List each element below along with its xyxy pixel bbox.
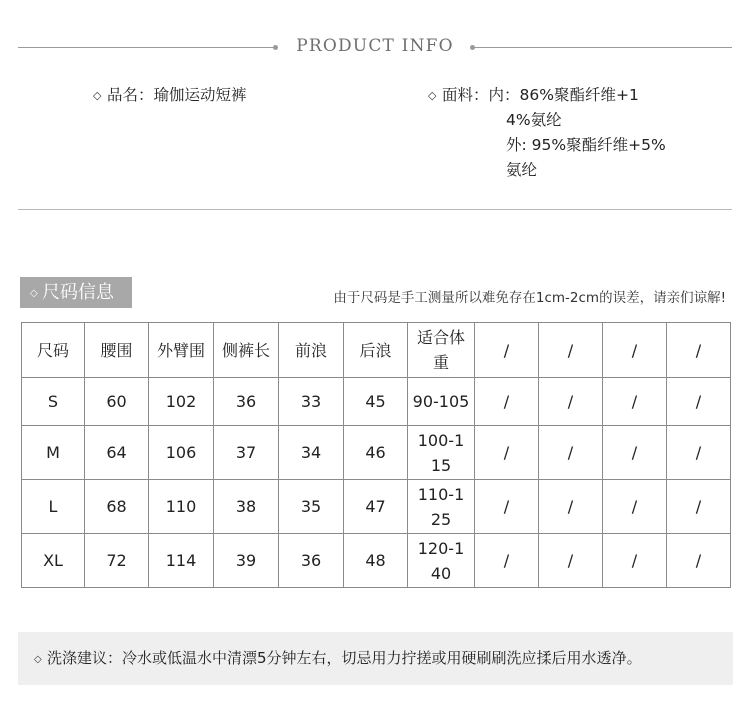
table-cell: /: [603, 534, 667, 588]
table-cell: /: [475, 378, 539, 426]
size-note: 由于尺码是手工测量所以难免存在1cm-2cm的误差，请亲们谅解!: [333, 290, 726, 306]
table-cell: 110: [149, 480, 214, 534]
material-line: 氨纶: [506, 161, 538, 179]
page-title: PRODUCT INFO: [296, 36, 454, 56]
table-cell: 47: [344, 480, 408, 534]
table-cell: 64: [85, 426, 149, 480]
size-section-title: [20, 277, 132, 308]
table-cell: /: [539, 480, 603, 534]
weight-range-text: 120-140: [417, 538, 465, 583]
table-cell: /: [475, 534, 539, 588]
table-cell: 39: [214, 534, 279, 588]
table-cell: 72: [85, 534, 149, 588]
header-line-right: [474, 47, 732, 48]
diamond-icon: ◇: [93, 89, 102, 102]
weight-header-text: 适合体重: [416, 328, 465, 372]
table-header-cell: /: [539, 323, 603, 378]
table-cell: 33: [279, 378, 344, 426]
table-cell: 35: [279, 480, 344, 534]
product-name-value: 瑜伽运动短裤: [153, 86, 247, 104]
table-header-row: [22, 323, 731, 378]
table-header-cell: 腰围: [85, 323, 149, 378]
material-line: 内：86%聚酯纤维+1: [488, 86, 639, 104]
diamond-icon: ◇: [30, 288, 38, 299]
size-table: [21, 322, 731, 588]
table-cell: 36: [214, 378, 279, 426]
table-cell: 106: [149, 426, 214, 480]
table-cell: /: [603, 378, 667, 426]
table-cell: /: [539, 378, 603, 426]
table-cell: 36: [279, 534, 344, 588]
table-cell: /: [603, 426, 667, 480]
table-row: [22, 378, 731, 426]
table-header-cell: 侧裤长: [214, 323, 279, 378]
table-header-cell: 尺码: [22, 323, 85, 378]
table-cell: 60: [85, 378, 149, 426]
table-cell: 38: [214, 480, 279, 534]
table-cell: 90-105: [408, 378, 475, 426]
table-cell: 37: [214, 426, 279, 480]
material-label: 面料：: [442, 86, 489, 104]
table-header-cell: /: [603, 323, 667, 378]
product-material: [428, 83, 698, 179]
table-row: [22, 480, 731, 534]
table-header-cell: 后浪: [344, 323, 408, 378]
table-header-cell: 前浪: [279, 323, 344, 378]
table-cell: /: [475, 426, 539, 480]
wash-advice-label: 洗涤建议：: [47, 649, 123, 667]
table-header-cell: [408, 323, 475, 378]
weight-range-text: 110-125: [417, 484, 465, 529]
diamond-icon: ◇: [428, 89, 437, 102]
table-cell: M: [22, 426, 85, 480]
table-cell: 102: [149, 378, 214, 426]
header-line-left: [18, 47, 276, 48]
table-cell: 45: [344, 378, 408, 426]
material-line: 4%氨纶: [506, 111, 562, 129]
table-header-cell: /: [667, 323, 731, 378]
diamond-icon: ◇: [34, 654, 42, 665]
table-header-cell: /: [475, 323, 539, 378]
table-cell: 68: [85, 480, 149, 534]
table-cell: 46: [344, 426, 408, 480]
header-dot-left: [273, 45, 278, 50]
size-section-title-text: 尺码信息: [42, 282, 114, 303]
table-row: [22, 426, 731, 480]
table-cell: /: [667, 378, 731, 426]
table-cell: XL: [22, 534, 85, 588]
table-cell: /: [539, 426, 603, 480]
table-cell: /: [539, 534, 603, 588]
wash-advice-text: 冷水或低温水中清漂5分钟左右，切忌用力拧搓或用硬刷刷洗应揉后用水透净。: [122, 649, 642, 667]
table-cell: [408, 426, 475, 480]
table-cell: /: [475, 480, 539, 534]
table-cell: 48: [344, 534, 408, 588]
table-cell: /: [667, 534, 731, 588]
table-cell: 114: [149, 534, 214, 588]
table-cell: L: [22, 480, 85, 534]
table-cell: /: [667, 426, 731, 480]
table-cell: /: [667, 480, 731, 534]
weight-range-text: 100-115: [417, 430, 465, 475]
table-header-cell: 外臂围: [149, 323, 214, 378]
table-cell: 34: [279, 426, 344, 480]
wash-advice: [18, 632, 733, 685]
table-cell: /: [603, 480, 667, 534]
product-name-label: 品名：: [107, 86, 154, 104]
product-name: [93, 83, 247, 108]
table-row: [22, 534, 731, 588]
section-divider: [18, 209, 732, 210]
table-cell: [408, 480, 475, 534]
material-line: 外: 95%聚酯纤维+5%: [506, 136, 666, 154]
table-cell: S: [22, 378, 85, 426]
table-cell: [408, 534, 475, 588]
